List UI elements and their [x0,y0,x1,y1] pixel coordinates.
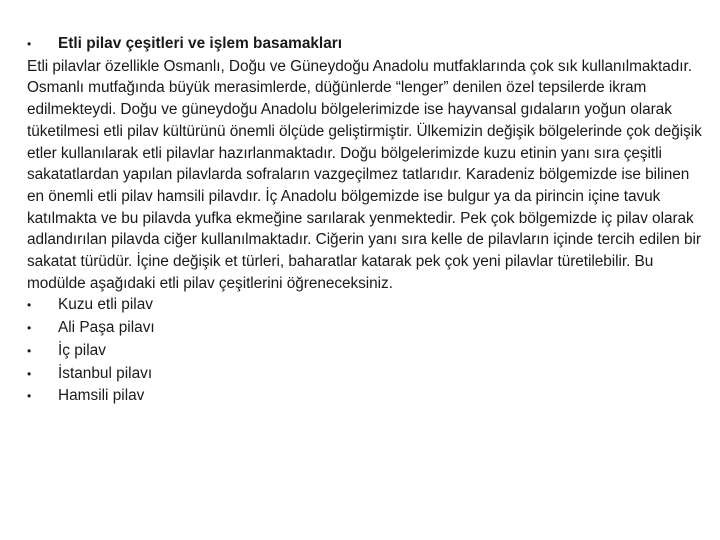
document-body [27,33,703,408]
list-item-label: Ali Paşa pilavı [58,319,155,337]
heading-title: Etli pilav çeşitleri ve işlem basamakları [58,35,343,52]
bullet-glyph: • [27,343,32,358]
bullet-glyph: • [27,389,32,404]
pilaf-list [27,294,703,408]
list-item-label: Kuzu etli pilav [58,296,153,314]
bullet-glyph: • [27,366,32,381]
bullet-glyph: • [27,298,32,313]
list-item-label: İstanbul pilavı [58,364,153,382]
list-item [27,385,703,408]
list-item [27,363,703,386]
list-item [27,340,703,363]
body-paragraph: Etli pilavlar özellikle Osmanlı, Doğu ve Güneydoğu Anadolu mutfaklarında çok sık kullanılmaktadır. Osmanlı mutfağında büyük merasimlerde, düğünlerde “lenger” denilen özel tepsilerde ikram edilmekteydi. Doğu ve güneydoğu Anadolu bölgelerimizde ise hayvansal gıdaların yoğun olarak tüketilmesi etli pilav kültürünü önemli ölçüde geliştirmiştir. Ülkemizin değişik bölgelerinde çok değişik etler kullanılarak etli pilavlar hazırlanmaktadır. Doğu bölgelerimizde kuzu etinin yanı sıra çeşitli sakatatlardan yapılan pilavlarda sofraların vazgeçilmez tatlarıdır. Karadeniz bölgemizde ise bilinen en önemli etli pilav hamsili pilavdır. İç Anadolu bölgemizde ise bulgur ya da pirincin içine tavuk katılmakta ve bu pilavda yufka ekmeğine sarılarak yenmektedir. Pek çok bölgemizde iç pilav olarak adlandırılan pilavda ciğer kullanılmaktadır. Ciğerin yanı sıra kelle de pilavların içinde tercih edilen bir sakatat türüdür. İçine değişik et türleri, baharatlar katarak pek çok yeni pilavlar türetilebilir. Bu modülde aşağıdaki etli pilav çeşitlerini öğreneceksiniz. [27,57,702,292]
list-item [27,294,703,317]
list-item-label: İç pilav [58,341,106,359]
section-heading [27,33,703,56]
bullet-glyph: • [27,321,32,336]
list-item [27,317,703,340]
list-item-label: Hamsili pilav [58,387,145,405]
bullet-glyph: • [27,37,32,51]
